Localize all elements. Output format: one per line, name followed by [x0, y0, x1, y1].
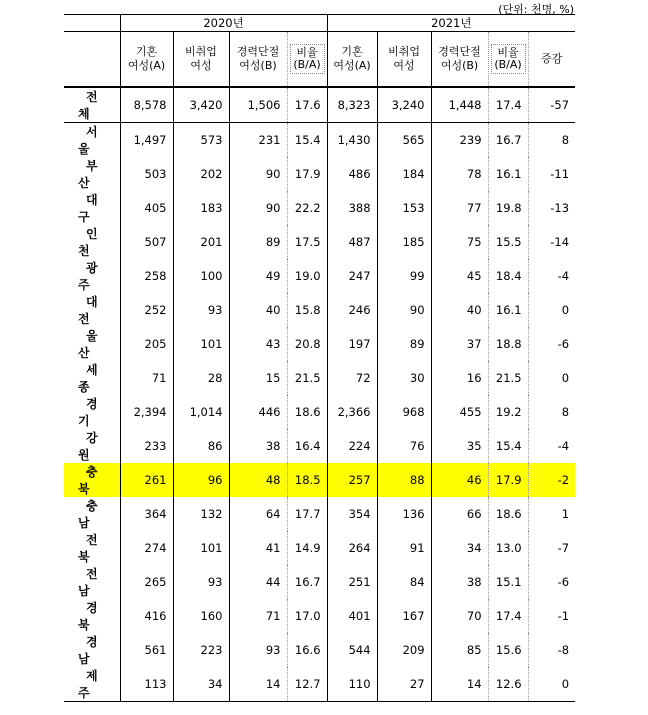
married-2020-cell: 1,497	[120, 123, 173, 158]
married-women-header-2020: 기혼 여성(A)	[120, 32, 173, 88]
year-2021-header: 2021년	[327, 15, 575, 32]
table-row	[64, 667, 575, 702]
career-break-2020-cell: 64	[229, 497, 287, 531]
table-row	[64, 497, 575, 531]
career-break-2021-cell: 1,448	[431, 87, 488, 123]
married-2020-cell: 113	[120, 667, 173, 702]
nonemployed-2021-cell: 209	[377, 633, 431, 667]
nonemployed-2020-cell: 202	[173, 157, 229, 191]
change-cell: -57	[528, 87, 575, 123]
table-row	[64, 327, 575, 361]
career-break-women-header-2021: 경력단절 여성(B)	[431, 32, 488, 88]
nonemployed-2020-cell: 100	[173, 259, 229, 293]
region-cell: 서울	[77, 125, 114, 156]
married-2021-cell: 486	[327, 157, 377, 191]
nonemployed-2020-cell: 96	[173, 463, 229, 497]
married-2020-cell: 233	[120, 429, 173, 463]
table-row	[64, 463, 575, 497]
nonemployed-2020-cell: 160	[173, 599, 229, 633]
married-2021-cell: 224	[327, 429, 377, 463]
ratio-2021-cell: 18.4	[488, 259, 528, 293]
career-break-2021-cell: 45	[431, 259, 488, 293]
year-2020-header: 2020년	[120, 15, 327, 32]
career-break-2021-cell: 16	[431, 361, 488, 395]
nonemployed-2020-cell: 101	[173, 531, 229, 565]
career-break-2021-cell: 38	[431, 565, 488, 599]
nonemployed-2021-cell: 88	[377, 463, 431, 497]
ratio-2021-cell: 15.6	[488, 633, 528, 667]
table-row	[64, 395, 575, 429]
ratio-2020-cell: 17.9	[287, 157, 327, 191]
married-2021-cell: 257	[327, 463, 377, 497]
career-break-2021-cell: 66	[431, 497, 488, 531]
career-break-women-table	[64, 14, 575, 702]
nonemployed-2020-cell: 34	[173, 667, 229, 702]
ratio-2020-cell: 18.6	[287, 395, 327, 429]
region-cell: 경북	[77, 601, 114, 632]
married-2020-cell: 205	[120, 327, 173, 361]
change-cell: -4	[528, 429, 575, 463]
married-2021-cell: 197	[327, 327, 377, 361]
ratio-2021-cell: 16.1	[488, 157, 528, 191]
ratio-2021-cell: 18.8	[488, 327, 528, 361]
nonemployed-2020-cell: 101	[173, 327, 229, 361]
ratio-2020-cell: 16.6	[287, 633, 327, 667]
region-cell: 세종	[77, 363, 114, 394]
change-cell: 8	[528, 395, 575, 429]
married-2020-cell: 71	[120, 361, 173, 395]
married-2021-cell: 246	[327, 293, 377, 327]
table-row	[64, 361, 575, 395]
career-break-women-header-2020: 경력단절 여성(B)	[229, 32, 287, 88]
nonemployed-2021-cell: 89	[377, 327, 431, 361]
married-2020-cell: 274	[120, 531, 173, 565]
married-2021-cell: 401	[327, 599, 377, 633]
career-break-2021-cell: 455	[431, 395, 488, 429]
region-cell: 전체	[64, 87, 120, 123]
ratio-2021-cell: 19.8	[488, 191, 528, 225]
nonemployed-2020-cell: 86	[173, 429, 229, 463]
ratio-2020-cell: 17.0	[287, 599, 327, 633]
ratio-2021-cell: 15.5	[488, 225, 528, 259]
nonemployed-2021-cell: 185	[377, 225, 431, 259]
career-break-2020-cell: 93	[229, 633, 287, 667]
nonemployed-2020-cell: 3,420	[173, 87, 229, 123]
nonemployed-2021-cell: 84	[377, 565, 431, 599]
ratio-2021-cell: 12.6	[488, 667, 528, 702]
career-break-2020-cell: 1,506	[229, 87, 287, 123]
married-2021-cell: 251	[327, 565, 377, 599]
table-row	[64, 191, 575, 225]
married-2020-cell: 561	[120, 633, 173, 667]
table-row	[64, 225, 575, 259]
career-break-2021-cell: 75	[431, 225, 488, 259]
nonemployed-2020-cell: 201	[173, 225, 229, 259]
ratio-2020-cell: 15.8	[287, 293, 327, 327]
nonemployed-2021-cell: 153	[377, 191, 431, 225]
married-2020-cell: 416	[120, 599, 173, 633]
married-2021-cell: 1,430	[327, 123, 377, 158]
nonemployed-2020-cell: 1,014	[173, 395, 229, 429]
career-break-2020-cell: 231	[229, 123, 287, 158]
change-cell: -14	[528, 225, 575, 259]
nonemployed-2021-cell: 99	[377, 259, 431, 293]
career-break-2021-cell: 85	[431, 633, 488, 667]
table-row	[64, 429, 575, 463]
career-break-2020-cell: 41	[229, 531, 287, 565]
ratio-header-2020: 비율 (B/A)	[287, 32, 327, 88]
married-2021-cell: 2,366	[327, 395, 377, 429]
married-2021-cell: 487	[327, 225, 377, 259]
change-cell: -7	[528, 531, 575, 565]
region-header-blank	[64, 15, 120, 32]
married-2020-cell: 8,578	[120, 87, 173, 123]
nonemployed-2020-cell: 223	[173, 633, 229, 667]
career-break-2021-cell: 37	[431, 327, 488, 361]
region-header	[64, 32, 120, 88]
table-row	[64, 293, 575, 327]
region-cell: 충남	[77, 499, 114, 530]
ratio-2021-cell: 16.1	[488, 293, 528, 327]
ratio-2020-cell: 17.7	[287, 497, 327, 531]
married-2021-cell: 388	[327, 191, 377, 225]
ratio-2020-cell: 18.5	[287, 463, 327, 497]
ratio-2020-cell: 17.6	[287, 87, 327, 123]
married-women-header-2021: 기혼 여성(A)	[327, 32, 377, 88]
career-break-2020-cell: 89	[229, 225, 287, 259]
nonemployed-2020-cell: 132	[173, 497, 229, 531]
ratio-2021-cell: 19.2	[488, 395, 528, 429]
nonemployed-2020-cell: 93	[173, 565, 229, 599]
married-2021-cell: 354	[327, 497, 377, 531]
nonemployed-2021-cell: 167	[377, 599, 431, 633]
career-break-2021-cell: 40	[431, 293, 488, 327]
nonemployed-2021-cell: 136	[377, 497, 431, 531]
ratio-2021-cell: 15.4	[488, 429, 528, 463]
region-cell: 전남	[77, 567, 114, 598]
nonemployed-2021-cell: 565	[377, 123, 431, 158]
ratio-2021-cell: 21.5	[488, 361, 528, 395]
career-break-2021-cell: 78	[431, 157, 488, 191]
change-cell: 0	[528, 293, 575, 327]
career-break-2020-cell: 43	[229, 327, 287, 361]
change-cell: -1	[528, 599, 575, 633]
change-cell: -6	[528, 327, 575, 361]
career-break-2020-cell: 14	[229, 667, 287, 702]
nonemployed-2020-cell: 28	[173, 361, 229, 395]
ratio-2021-cell: 17.4	[488, 87, 528, 123]
region-cell: 강원	[77, 431, 114, 462]
nonemployed-2020-cell: 573	[173, 123, 229, 158]
nonemployed-women-header-2020: 비취업 여성	[173, 32, 229, 88]
table-row	[64, 565, 575, 599]
married-2021-cell: 72	[327, 361, 377, 395]
table-row	[64, 123, 575, 158]
ratio-2020-cell: 20.8	[287, 327, 327, 361]
change-cell: 0	[528, 667, 575, 702]
ratio-2020-cell: 19.0	[287, 259, 327, 293]
career-break-2021-cell: 239	[431, 123, 488, 158]
region-cell: 전북	[77, 533, 114, 564]
region-cell: 제주	[64, 667, 120, 702]
career-break-2020-cell: 49	[229, 259, 287, 293]
ratio-2020-cell: 22.2	[287, 191, 327, 225]
married-2020-cell: 364	[120, 497, 173, 531]
change-cell: -6	[528, 565, 575, 599]
career-break-2021-cell: 70	[431, 599, 488, 633]
ratio-2020-cell: 16.4	[287, 429, 327, 463]
married-2021-cell: 264	[327, 531, 377, 565]
career-break-2020-cell: 90	[229, 157, 287, 191]
ratio-2020-cell: 21.5	[287, 361, 327, 395]
region-cell: 경기	[77, 397, 114, 428]
ratio-2021-cell: 13.0	[488, 531, 528, 565]
change-cell: 8	[528, 123, 575, 158]
nonemployed-2020-cell: 93	[173, 293, 229, 327]
table-row	[64, 259, 575, 293]
married-2020-cell: 261	[120, 463, 173, 497]
married-2020-cell: 258	[120, 259, 173, 293]
nonemployed-2021-cell: 27	[377, 667, 431, 702]
career-break-2020-cell: 40	[229, 293, 287, 327]
married-2020-cell: 252	[120, 293, 173, 327]
change-cell: -13	[528, 191, 575, 225]
career-break-2020-cell: 44	[229, 565, 287, 599]
region-cell: 충북	[64, 463, 120, 497]
ratio-2020-cell: 17.5	[287, 225, 327, 259]
married-2020-cell: 265	[120, 565, 173, 599]
career-break-2021-cell: 34	[431, 531, 488, 565]
change-header: 증감	[528, 32, 575, 88]
change-cell: -4	[528, 259, 575, 293]
region-cell: 인천	[77, 227, 114, 258]
married-2020-cell: 405	[120, 191, 173, 225]
married-2021-cell: 247	[327, 259, 377, 293]
career-break-2020-cell: 446	[229, 395, 287, 429]
region-cell: 대전	[77, 295, 114, 326]
change-cell: -2	[528, 463, 575, 497]
nonemployed-2021-cell: 968	[377, 395, 431, 429]
nonemployed-2021-cell: 184	[377, 157, 431, 191]
married-2020-cell: 503	[120, 157, 173, 191]
married-2020-cell: 507	[120, 225, 173, 259]
ratio-2020-cell: 15.4	[287, 123, 327, 158]
career-break-2020-cell: 48	[229, 463, 287, 497]
career-break-2020-cell: 15	[229, 361, 287, 395]
career-break-2020-cell: 38	[229, 429, 287, 463]
ratio-header-2021: 비율 (B/A)	[488, 32, 528, 88]
nonemployed-women-header-2021: 비취업 여성	[377, 32, 431, 88]
table-row	[64, 531, 575, 565]
region-cell: 부산	[77, 159, 114, 190]
table-row	[64, 87, 575, 123]
married-2021-cell: 544	[327, 633, 377, 667]
ratio-2020-cell: 12.7	[287, 667, 327, 702]
nonemployed-2021-cell: 91	[377, 531, 431, 565]
ratio-2021-cell: 15.1	[488, 565, 528, 599]
ratio-2021-cell: 16.7	[488, 123, 528, 158]
nonemployed-2021-cell: 76	[377, 429, 431, 463]
ratio-2021-cell: 17.9	[488, 463, 528, 497]
career-break-2020-cell: 71	[229, 599, 287, 633]
change-cell: -11	[528, 157, 575, 191]
nonemployed-2020-cell: 183	[173, 191, 229, 225]
career-break-2021-cell: 77	[431, 191, 488, 225]
change-cell: -8	[528, 633, 575, 667]
married-2021-cell: 8,323	[327, 87, 377, 123]
ratio-2021-cell: 17.4	[488, 599, 528, 633]
nonemployed-2021-cell: 3,240	[377, 87, 431, 123]
region-cell: 광주	[77, 261, 114, 292]
table-row	[64, 599, 575, 633]
table-row	[64, 157, 575, 191]
career-break-2021-cell: 14	[431, 667, 488, 702]
ratio-2021-cell: 18.6	[488, 497, 528, 531]
ratio-2020-cell: 14.9	[287, 531, 327, 565]
change-cell: 0	[528, 361, 575, 395]
ratio-2020-cell: 16.7	[287, 565, 327, 599]
region-cell: 경남	[77, 635, 114, 666]
nonemployed-2021-cell: 30	[377, 361, 431, 395]
table-row	[64, 633, 575, 667]
career-break-2021-cell: 46	[431, 463, 488, 497]
change-cell: 1	[528, 497, 575, 531]
married-2021-cell: 110	[327, 667, 377, 702]
nonemployed-2021-cell: 90	[377, 293, 431, 327]
married-2020-cell: 2,394	[120, 395, 173, 429]
career-break-2021-cell: 35	[431, 429, 488, 463]
region-cell: 울산	[77, 329, 114, 360]
career-break-2020-cell: 90	[229, 191, 287, 225]
region-cell: 대구	[77, 193, 114, 224]
unit-label: (단위: 천명, %)	[498, 3, 574, 16]
